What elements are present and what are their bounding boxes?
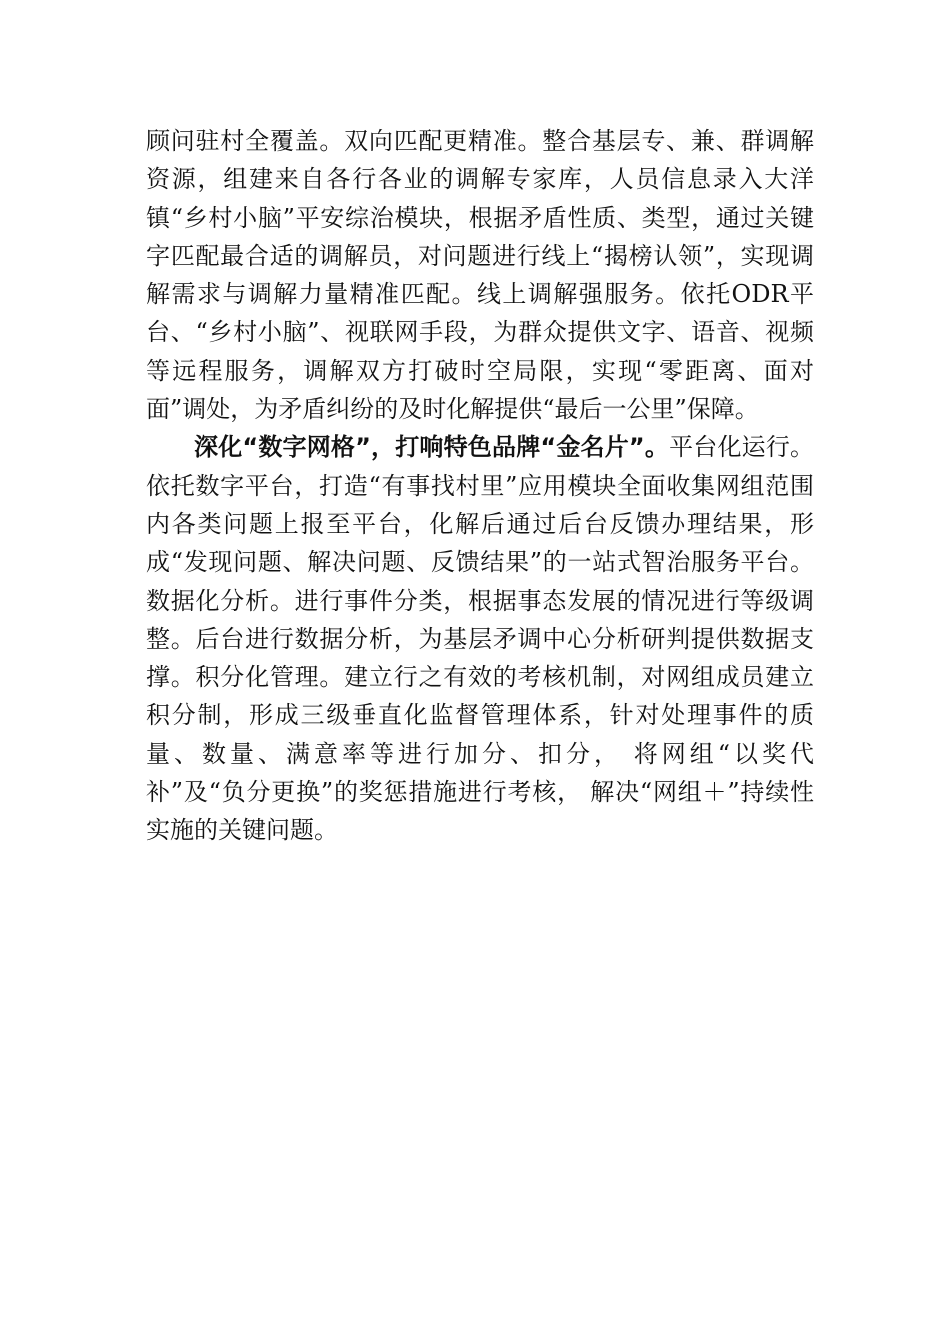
document-body xyxy=(146,122,814,850)
body-paragraph-1 xyxy=(146,122,814,428)
paragraph-2-text: 平台化运行。依托数字平台，打造“有事找村里”应用模块全面收集网组范围内各类问题上报至平台，化解后通过后台反馈办理结果，形成“发现问题、解决问题、反馈结果”的一站式智治服务平台。数据化分析。进行事件分类，根据事态发展的情况进行等级调整。后台进行数据分析，为基层矛调中心分析研判提供数据支撑。积分化管理。建立行之有效的考核机制，对网组成员建立积分制，形成三级垂直化监督管理体系，针对处理事件的质量、数量、满意率等进行加分、扣分， 将网组“以奖代补”及“负分更换”的奖惩措施进行考核， 解决“网组＋”持续性实施的关键问题。 xyxy=(146,433,815,845)
section-heading: 深化“数字网格”，打响特色品牌“金名片”。 xyxy=(194,433,670,462)
paragraph-1-text: 顾问驻村全覆盖。双向匹配更精准。整合基层专、兼、群调解资源，组建来自各行各业的调解专家库，人员信息录入大洋镇“乡村小脑”平安综治模块，根据矛盾性质、类型，通过关键字匹配最合适的调解员，对问题进行线上“揭榜认领”，实现调解需求与调解力量精准匹配。线上调解强服务。依托ODR平台、“乡村小脑”、视联网手段，为群众提供文字、语音、视频等远程服务，调解双方打破时空局限，实现“零距离、面对面”调处，为矛盾纠纷的及时化解提供“最后一公里”保障。 xyxy=(146,127,814,424)
body-paragraph-2 xyxy=(146,428,814,849)
